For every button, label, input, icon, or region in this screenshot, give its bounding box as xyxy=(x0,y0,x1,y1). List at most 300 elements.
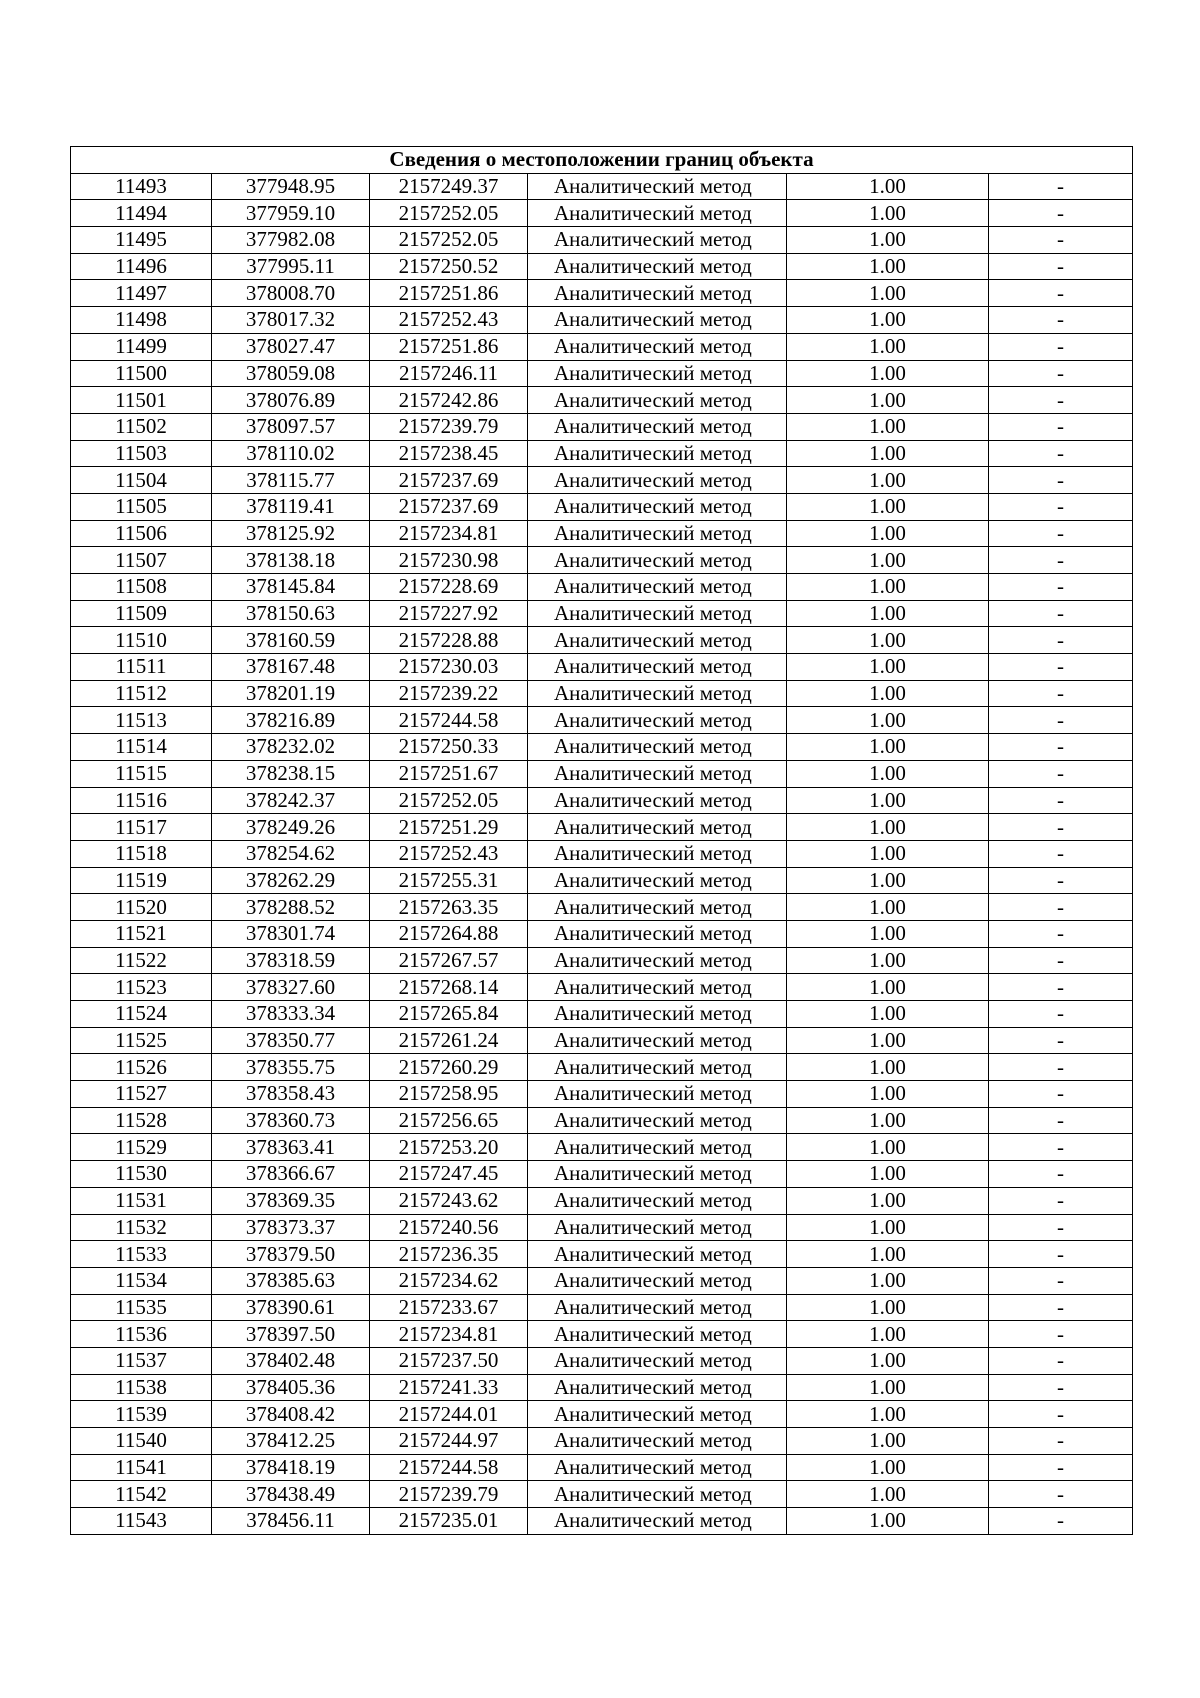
y-coordinate-cell: 2157238.45 xyxy=(370,440,528,467)
table-row xyxy=(71,894,1133,921)
accuracy-cell: 1.00 xyxy=(787,1161,989,1188)
point-number-cell: 11540 xyxy=(71,1428,212,1455)
table-row xyxy=(71,467,1133,494)
accuracy-cell: 1.00 xyxy=(787,1347,989,1374)
y-coordinate-cell: 2157239.22 xyxy=(370,680,528,707)
accuracy-cell: 1.00 xyxy=(787,760,989,787)
description-cell: - xyxy=(989,627,1133,654)
table-row xyxy=(71,1347,1133,1374)
table-row xyxy=(71,1134,1133,1161)
accuracy-cell: 1.00 xyxy=(787,654,989,681)
x-coordinate-cell: 378333.34 xyxy=(212,1001,370,1028)
description-cell: - xyxy=(989,1214,1133,1241)
table-row xyxy=(71,1187,1133,1214)
method-cell: Аналитический метод xyxy=(528,200,787,227)
point-number-cell: 11511 xyxy=(71,654,212,681)
accuracy-cell: 1.00 xyxy=(787,333,989,360)
table-row xyxy=(71,1454,1133,1481)
table-row xyxy=(71,1081,1133,1108)
y-coordinate-cell: 2157233.67 xyxy=(370,1294,528,1321)
accuracy-cell: 1.00 xyxy=(787,867,989,894)
x-coordinate-cell: 378360.73 xyxy=(212,1107,370,1134)
description-cell: - xyxy=(989,1267,1133,1294)
table-row xyxy=(71,440,1133,467)
y-coordinate-cell: 2157249.37 xyxy=(370,173,528,200)
point-number-cell: 11507 xyxy=(71,547,212,574)
point-number-cell: 11510 xyxy=(71,627,212,654)
x-coordinate-cell: 378201.19 xyxy=(212,680,370,707)
x-coordinate-cell: 378366.67 xyxy=(212,1161,370,1188)
accuracy-cell: 1.00 xyxy=(787,1081,989,1108)
x-coordinate-cell: 378076.89 xyxy=(212,387,370,414)
method-cell: Аналитический метод xyxy=(528,1454,787,1481)
y-coordinate-cell: 2157237.69 xyxy=(370,467,528,494)
y-coordinate-cell: 2157252.05 xyxy=(370,787,528,814)
point-number-cell: 11514 xyxy=(71,734,212,761)
method-cell: Аналитический метод xyxy=(528,413,787,440)
x-coordinate-cell: 378249.26 xyxy=(212,814,370,841)
table-row xyxy=(71,1481,1133,1508)
point-number-cell: 11500 xyxy=(71,360,212,387)
method-cell: Аналитический метод xyxy=(528,920,787,947)
method-cell: Аналитический метод xyxy=(528,1081,787,1108)
method-cell: Аналитический метод xyxy=(528,440,787,467)
point-number-cell: 11543 xyxy=(71,1508,212,1535)
y-coordinate-cell: 2157252.43 xyxy=(370,307,528,334)
y-coordinate-cell: 2157263.35 xyxy=(370,894,528,921)
description-cell: - xyxy=(989,200,1133,227)
method-cell: Аналитический метод xyxy=(528,840,787,867)
table-row xyxy=(71,734,1133,761)
method-cell: Аналитический метод xyxy=(528,1428,787,1455)
point-number-cell: 11541 xyxy=(71,1454,212,1481)
method-cell: Аналитический метод xyxy=(528,1241,787,1268)
accuracy-cell: 1.00 xyxy=(787,1241,989,1268)
method-cell: Аналитический метод xyxy=(528,1347,787,1374)
method-cell: Аналитический метод xyxy=(528,360,787,387)
table-row xyxy=(71,520,1133,547)
description-cell: - xyxy=(989,1481,1133,1508)
point-number-cell: 11520 xyxy=(71,894,212,921)
description-cell: - xyxy=(989,760,1133,787)
y-coordinate-cell: 2157265.84 xyxy=(370,1001,528,1028)
table-row xyxy=(71,200,1133,227)
accuracy-cell: 1.00 xyxy=(787,1508,989,1535)
point-number-cell: 11493 xyxy=(71,173,212,200)
y-coordinate-cell: 2157261.24 xyxy=(370,1027,528,1054)
x-coordinate-cell: 378385.63 xyxy=(212,1267,370,1294)
point-number-cell: 11535 xyxy=(71,1294,212,1321)
method-cell: Аналитический метод xyxy=(528,760,787,787)
table-row xyxy=(71,173,1133,200)
description-cell: - xyxy=(989,787,1133,814)
description-cell: - xyxy=(989,867,1133,894)
accuracy-cell: 1.00 xyxy=(787,1001,989,1028)
y-coordinate-cell: 2157255.31 xyxy=(370,867,528,894)
x-coordinate-cell: 378115.77 xyxy=(212,467,370,494)
accuracy-cell: 1.00 xyxy=(787,734,989,761)
method-cell: Аналитический метод xyxy=(528,600,787,627)
table-row xyxy=(71,760,1133,787)
x-coordinate-cell: 378327.60 xyxy=(212,974,370,1001)
method-cell: Аналитический метод xyxy=(528,493,787,520)
table-row xyxy=(71,493,1133,520)
description-cell: - xyxy=(989,1241,1133,1268)
point-number-cell: 11526 xyxy=(71,1054,212,1081)
method-cell: Аналитический метод xyxy=(528,734,787,761)
accuracy-cell: 1.00 xyxy=(787,1267,989,1294)
y-coordinate-cell: 2157239.79 xyxy=(370,1481,528,1508)
accuracy-cell: 1.00 xyxy=(787,387,989,414)
accuracy-cell: 1.00 xyxy=(787,520,989,547)
method-cell: Аналитический метод xyxy=(528,253,787,280)
method-cell: Аналитический метод xyxy=(528,947,787,974)
x-coordinate-cell: 378358.43 xyxy=(212,1081,370,1108)
x-coordinate-cell: 378008.70 xyxy=(212,280,370,307)
y-coordinate-cell: 2157258.95 xyxy=(370,1081,528,1108)
x-coordinate-cell: 378288.52 xyxy=(212,894,370,921)
description-cell: - xyxy=(989,280,1133,307)
description-cell: - xyxy=(989,707,1133,734)
x-coordinate-cell: 378254.62 xyxy=(212,840,370,867)
point-number-cell: 11502 xyxy=(71,413,212,440)
accuracy-cell: 1.00 xyxy=(787,894,989,921)
y-coordinate-cell: 2157235.01 xyxy=(370,1508,528,1535)
description-cell: - xyxy=(989,1107,1133,1134)
x-coordinate-cell: 378355.75 xyxy=(212,1054,370,1081)
y-coordinate-cell: 2157239.79 xyxy=(370,413,528,440)
y-coordinate-cell: 2157237.69 xyxy=(370,493,528,520)
point-number-cell: 11517 xyxy=(71,814,212,841)
table-row xyxy=(71,280,1133,307)
x-coordinate-cell: 378119.41 xyxy=(212,493,370,520)
table-row xyxy=(71,1428,1133,1455)
point-number-cell: 11499 xyxy=(71,333,212,360)
description-cell: - xyxy=(989,173,1133,200)
x-coordinate-cell: 378167.48 xyxy=(212,654,370,681)
method-cell: Аналитический метод xyxy=(528,1001,787,1028)
x-coordinate-cell: 378456.11 xyxy=(212,1508,370,1535)
table-row xyxy=(71,360,1133,387)
y-coordinate-cell: 2157251.29 xyxy=(370,814,528,841)
method-cell: Аналитический метод xyxy=(528,974,787,1001)
y-coordinate-cell: 2157251.86 xyxy=(370,280,528,307)
point-number-cell: 11521 xyxy=(71,920,212,947)
description-cell: - xyxy=(989,1294,1133,1321)
table-row xyxy=(71,1107,1133,1134)
description-cell: - xyxy=(989,1161,1133,1188)
accuracy-cell: 1.00 xyxy=(787,1294,989,1321)
description-cell: - xyxy=(989,840,1133,867)
description-cell: - xyxy=(989,1428,1133,1455)
y-coordinate-cell: 2157244.58 xyxy=(370,1454,528,1481)
x-coordinate-cell: 378318.59 xyxy=(212,947,370,974)
method-cell: Аналитический метод xyxy=(528,173,787,200)
y-coordinate-cell: 2157244.58 xyxy=(370,707,528,734)
table-row xyxy=(71,787,1133,814)
accuracy-cell: 1.00 xyxy=(787,974,989,1001)
description-cell: - xyxy=(989,814,1133,841)
description-cell: - xyxy=(989,1374,1133,1401)
method-cell: Аналитический метод xyxy=(528,307,787,334)
x-coordinate-cell: 378438.49 xyxy=(212,1481,370,1508)
point-number-cell: 11530 xyxy=(71,1161,212,1188)
y-coordinate-cell: 2157268.14 xyxy=(370,974,528,1001)
point-number-cell: 11512 xyxy=(71,680,212,707)
x-coordinate-cell: 378017.32 xyxy=(212,307,370,334)
table-row xyxy=(71,840,1133,867)
point-number-cell: 11534 xyxy=(71,1267,212,1294)
table-row xyxy=(71,1214,1133,1241)
description-cell: - xyxy=(989,467,1133,494)
y-coordinate-cell: 2157240.56 xyxy=(370,1214,528,1241)
description-cell: - xyxy=(989,1001,1133,1028)
y-coordinate-cell: 2157243.62 xyxy=(370,1187,528,1214)
table-row xyxy=(71,627,1133,654)
accuracy-cell: 1.00 xyxy=(787,280,989,307)
point-number-cell: 11522 xyxy=(71,947,212,974)
y-coordinate-cell: 2157253.20 xyxy=(370,1134,528,1161)
x-coordinate-cell: 378125.92 xyxy=(212,520,370,547)
method-cell: Аналитический метод xyxy=(528,547,787,574)
accuracy-cell: 1.00 xyxy=(787,1187,989,1214)
y-coordinate-cell: 2157260.29 xyxy=(370,1054,528,1081)
description-cell: - xyxy=(989,227,1133,254)
point-number-cell: 11528 xyxy=(71,1107,212,1134)
method-cell: Аналитический метод xyxy=(528,1374,787,1401)
method-cell: Аналитический метод xyxy=(528,894,787,921)
accuracy-cell: 1.00 xyxy=(787,600,989,627)
x-coordinate-cell: 378138.18 xyxy=(212,547,370,574)
x-coordinate-cell: 378369.35 xyxy=(212,1187,370,1214)
table-row xyxy=(71,707,1133,734)
method-cell: Аналитический метод xyxy=(528,1481,787,1508)
description-cell: - xyxy=(989,1401,1133,1428)
description-cell: - xyxy=(989,947,1133,974)
table-row xyxy=(71,1161,1133,1188)
table-row xyxy=(71,1374,1133,1401)
x-coordinate-cell: 378160.59 xyxy=(212,627,370,654)
x-coordinate-cell: 377959.10 xyxy=(212,200,370,227)
y-coordinate-cell: 2157252.43 xyxy=(370,840,528,867)
method-cell: Аналитический метод xyxy=(528,654,787,681)
table-row xyxy=(71,920,1133,947)
y-coordinate-cell: 2157228.69 xyxy=(370,574,528,601)
x-coordinate-cell: 377995.11 xyxy=(212,253,370,280)
method-cell: Аналитический метод xyxy=(528,1508,787,1535)
table-row xyxy=(71,387,1133,414)
table-row xyxy=(71,974,1133,1001)
x-coordinate-cell: 378145.84 xyxy=(212,574,370,601)
method-cell: Аналитический метод xyxy=(528,280,787,307)
table-row xyxy=(71,307,1133,334)
y-coordinate-cell: 2157237.50 xyxy=(370,1347,528,1374)
table-row xyxy=(71,1267,1133,1294)
y-coordinate-cell: 2157252.05 xyxy=(370,227,528,254)
x-coordinate-cell: 377982.08 xyxy=(212,227,370,254)
description-cell: - xyxy=(989,734,1133,761)
method-cell: Аналитический метод xyxy=(528,520,787,547)
y-coordinate-cell: 2157234.62 xyxy=(370,1267,528,1294)
table-row xyxy=(71,1054,1133,1081)
table-row xyxy=(71,574,1133,601)
point-number-cell: 11519 xyxy=(71,867,212,894)
y-coordinate-cell: 2157236.35 xyxy=(370,1241,528,1268)
y-coordinate-cell: 2157247.45 xyxy=(370,1161,528,1188)
table-row xyxy=(71,1294,1133,1321)
table-row xyxy=(71,654,1133,681)
accuracy-cell: 1.00 xyxy=(787,227,989,254)
point-number-cell: 11533 xyxy=(71,1241,212,1268)
x-coordinate-cell: 378405.36 xyxy=(212,1374,370,1401)
description-cell: - xyxy=(989,440,1133,467)
accuracy-cell: 1.00 xyxy=(787,1214,989,1241)
y-coordinate-cell: 2157234.81 xyxy=(370,520,528,547)
accuracy-cell: 1.00 xyxy=(787,627,989,654)
x-coordinate-cell: 378216.89 xyxy=(212,707,370,734)
description-cell: - xyxy=(989,387,1133,414)
y-coordinate-cell: 2157234.81 xyxy=(370,1321,528,1348)
y-coordinate-cell: 2157256.65 xyxy=(370,1107,528,1134)
point-number-cell: 11515 xyxy=(71,760,212,787)
point-number-cell: 11518 xyxy=(71,840,212,867)
y-coordinate-cell: 2157242.86 xyxy=(370,387,528,414)
x-coordinate-cell: 378363.41 xyxy=(212,1134,370,1161)
y-coordinate-cell: 2157267.57 xyxy=(370,947,528,974)
description-cell: - xyxy=(989,574,1133,601)
point-number-cell: 11538 xyxy=(71,1374,212,1401)
accuracy-cell: 1.00 xyxy=(787,1027,989,1054)
method-cell: Аналитический метод xyxy=(528,1161,787,1188)
x-coordinate-cell: 378110.02 xyxy=(212,440,370,467)
accuracy-cell: 1.00 xyxy=(787,787,989,814)
y-coordinate-cell: 2157244.01 xyxy=(370,1401,528,1428)
accuracy-cell: 1.00 xyxy=(787,1107,989,1134)
accuracy-cell: 1.00 xyxy=(787,173,989,200)
point-number-cell: 11501 xyxy=(71,387,212,414)
table-row xyxy=(71,227,1133,254)
table-body xyxy=(71,173,1133,1534)
table-row xyxy=(71,333,1133,360)
method-cell: Аналитический метод xyxy=(528,814,787,841)
point-number-cell: 11537 xyxy=(71,1347,212,1374)
description-cell: - xyxy=(989,654,1133,681)
accuracy-cell: 1.00 xyxy=(787,413,989,440)
accuracy-cell: 1.00 xyxy=(787,253,989,280)
method-cell: Аналитический метод xyxy=(528,1027,787,1054)
accuracy-cell: 1.00 xyxy=(787,680,989,707)
table-row xyxy=(71,947,1133,974)
table-row xyxy=(71,867,1133,894)
point-number-cell: 11503 xyxy=(71,440,212,467)
y-coordinate-cell: 2157250.52 xyxy=(370,253,528,280)
point-number-cell: 11513 xyxy=(71,707,212,734)
description-cell: - xyxy=(989,1508,1133,1535)
accuracy-cell: 1.00 xyxy=(787,1054,989,1081)
method-cell: Аналитический метод xyxy=(528,787,787,814)
point-number-cell: 11532 xyxy=(71,1214,212,1241)
method-cell: Аналитический метод xyxy=(528,707,787,734)
y-coordinate-cell: 2157228.88 xyxy=(370,627,528,654)
description-cell: - xyxy=(989,1187,1133,1214)
method-cell: Аналитический метод xyxy=(528,467,787,494)
method-cell: Аналитический метод xyxy=(528,1401,787,1428)
table-row xyxy=(71,547,1133,574)
x-coordinate-cell: 378232.02 xyxy=(212,734,370,761)
table-title: Сведения о местоположении границ объекта xyxy=(71,147,1133,174)
point-number-cell: 11495 xyxy=(71,227,212,254)
x-coordinate-cell: 378059.08 xyxy=(212,360,370,387)
table-row xyxy=(71,814,1133,841)
point-number-cell: 11536 xyxy=(71,1321,212,1348)
point-number-cell: 11531 xyxy=(71,1187,212,1214)
description-cell: - xyxy=(989,547,1133,574)
y-coordinate-cell: 2157230.03 xyxy=(370,654,528,681)
description-cell: - xyxy=(989,1081,1133,1108)
x-coordinate-cell: 378397.50 xyxy=(212,1321,370,1348)
accuracy-cell: 1.00 xyxy=(787,493,989,520)
method-cell: Аналитический метод xyxy=(528,1267,787,1294)
description-cell: - xyxy=(989,894,1133,921)
description-cell: - xyxy=(989,1054,1133,1081)
point-number-cell: 11523 xyxy=(71,974,212,1001)
y-coordinate-cell: 2157230.98 xyxy=(370,547,528,574)
table-row xyxy=(71,1241,1133,1268)
x-coordinate-cell: 378150.63 xyxy=(212,600,370,627)
description-cell: - xyxy=(989,920,1133,947)
table-row xyxy=(71,1321,1133,1348)
accuracy-cell: 1.00 xyxy=(787,1481,989,1508)
method-cell: Аналитический метод xyxy=(528,333,787,360)
method-cell: Аналитический метод xyxy=(528,1294,787,1321)
description-cell: - xyxy=(989,307,1133,334)
description-cell: - xyxy=(989,253,1133,280)
point-number-cell: 11516 xyxy=(71,787,212,814)
table-row xyxy=(71,600,1133,627)
table-row xyxy=(71,1508,1133,1535)
x-coordinate-cell: 378390.61 xyxy=(212,1294,370,1321)
method-cell: Аналитический метод xyxy=(528,1214,787,1241)
method-cell: Аналитический метод xyxy=(528,1321,787,1348)
accuracy-cell: 1.00 xyxy=(787,307,989,334)
method-cell: Аналитический метод xyxy=(528,387,787,414)
x-coordinate-cell: 378238.15 xyxy=(212,760,370,787)
accuracy-cell: 1.00 xyxy=(787,200,989,227)
y-coordinate-cell: 2157246.11 xyxy=(370,360,528,387)
accuracy-cell: 1.00 xyxy=(787,707,989,734)
boundary-coordinates-table xyxy=(70,146,1133,1535)
x-coordinate-cell: 378379.50 xyxy=(212,1241,370,1268)
description-cell: - xyxy=(989,360,1133,387)
y-coordinate-cell: 2157251.67 xyxy=(370,760,528,787)
point-number-cell: 11506 xyxy=(71,520,212,547)
point-number-cell: 11505 xyxy=(71,493,212,520)
y-coordinate-cell: 2157264.88 xyxy=(370,920,528,947)
point-number-cell: 11494 xyxy=(71,200,212,227)
table-row xyxy=(71,1001,1133,1028)
description-cell: - xyxy=(989,974,1133,1001)
y-coordinate-cell: 2157250.33 xyxy=(370,734,528,761)
accuracy-cell: 1.00 xyxy=(787,440,989,467)
description-cell: - xyxy=(989,520,1133,547)
point-number-cell: 11508 xyxy=(71,574,212,601)
description-cell: - xyxy=(989,600,1133,627)
y-coordinate-cell: 2157252.05 xyxy=(370,200,528,227)
accuracy-cell: 1.00 xyxy=(787,360,989,387)
accuracy-cell: 1.00 xyxy=(787,574,989,601)
point-number-cell: 11527 xyxy=(71,1081,212,1108)
description-cell: - xyxy=(989,1321,1133,1348)
